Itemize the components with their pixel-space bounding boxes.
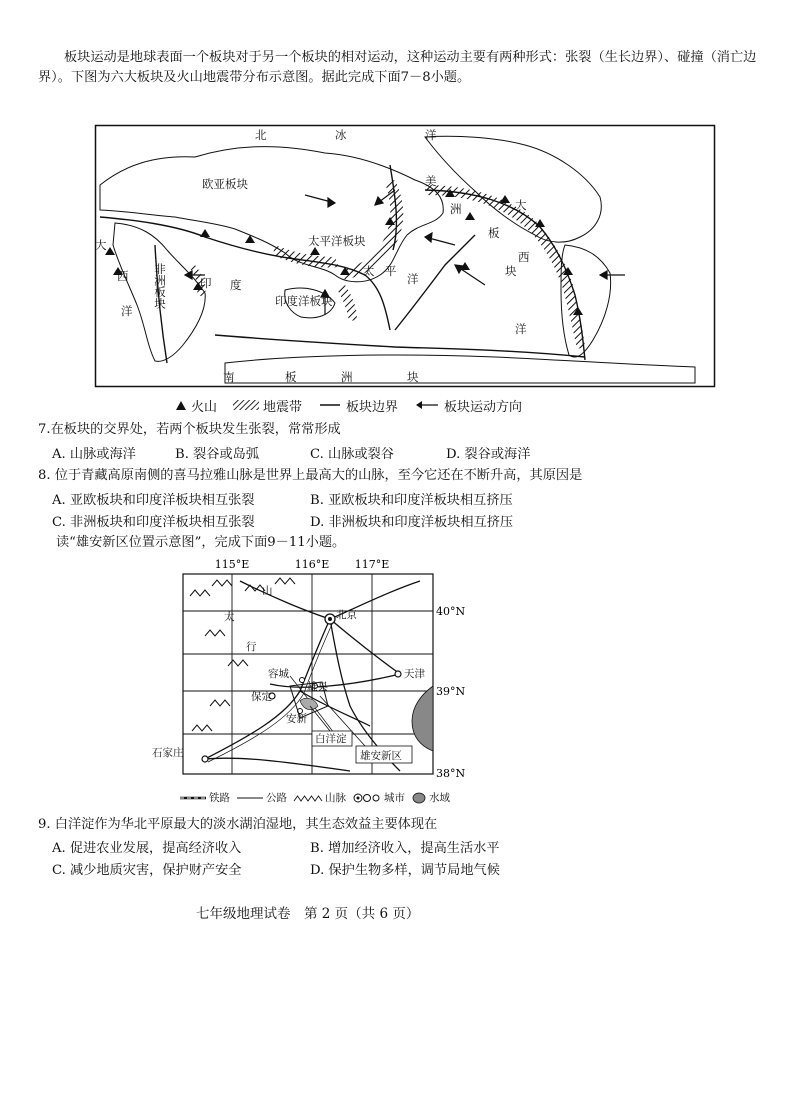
question-9-option-b: B. 增加经济收入，提高生活水平 bbox=[310, 841, 500, 856]
road-icon bbox=[237, 794, 263, 802]
lat-label-39: 39°N bbox=[436, 685, 466, 698]
quake-belt-icon bbox=[233, 399, 259, 411]
label-bing: 冰 bbox=[335, 128, 347, 142]
lat-label-38: 38°N bbox=[436, 767, 466, 780]
legend-road: 公路 bbox=[266, 792, 287, 804]
question-9-stem: 9. 白洋淀作为华北平原最大的淡水湖泊湿地，其生态效益主要体现在 bbox=[38, 817, 438, 832]
question-7-option-c: C. 山脉或裂谷 bbox=[310, 447, 394, 462]
label-du: 度 bbox=[230, 278, 242, 292]
xiongan-map-svg bbox=[150, 556, 466, 788]
label-da-right: 大 bbox=[515, 198, 527, 212]
question-9-option-d: D. 保护生物多样，调节局地气候 bbox=[310, 863, 500, 878]
place-tai: 太 bbox=[224, 611, 235, 623]
question-7-stem: 7.在板块的交界处，若两个板块发生张裂，常常形成 bbox=[38, 422, 341, 437]
legend-motion: 板块运动方向 bbox=[444, 399, 523, 415]
label-da-left: 大 bbox=[95, 238, 107, 252]
intro-2: 读“雄安新区位置示意图”，完成下面9－11小题。 bbox=[56, 535, 346, 550]
legend-rail: 铁路 bbox=[209, 792, 230, 804]
legend-boundary: 板块边界 bbox=[346, 399, 399, 415]
question-8-stem: 8. 位于青藏高原南侧的喜马拉雅山脉是世界上最高大的山脉，至今它还在不断升高，其原因是 bbox=[38, 468, 583, 483]
xiongan-legend bbox=[180, 790, 450, 805]
plate-map-svg bbox=[95, 125, 715, 387]
place-beijing: 北京 bbox=[336, 609, 357, 621]
arrow-left-icon bbox=[414, 399, 440, 411]
label-ping: 平 bbox=[385, 264, 397, 278]
label-yang-pac: 洋 bbox=[407, 272, 419, 286]
label-ban-right: 板 bbox=[488, 226, 500, 240]
legend-mountain: 山脉 bbox=[325, 792, 346, 804]
place-anxin: 安新 bbox=[286, 713, 307, 725]
lat-label-40: 40°N bbox=[436, 605, 466, 618]
question-7-option-b: B. 裂谷或岛弧 bbox=[175, 447, 260, 462]
label-kuai-right: 块 bbox=[505, 264, 517, 278]
label-africa: 非洲板块 bbox=[153, 263, 167, 309]
label-yang-top: 洋 bbox=[425, 128, 437, 142]
place-baiyangdian: 白洋淀 bbox=[315, 733, 347, 745]
label-yang-left: 洋 bbox=[121, 304, 133, 318]
question-8-option-c: C. 非洲板块和印度洋板块相互张裂 bbox=[52, 515, 255, 530]
page-footer: 七年级地理试卷 第 2 页（共 6 页） bbox=[196, 906, 420, 922]
legend-water: 水域 bbox=[429, 792, 450, 804]
boundary-line-icon bbox=[318, 399, 342, 411]
label-pacific-plate: 太平洋板块 bbox=[308, 234, 366, 248]
label-yang-right: 洋 bbox=[515, 322, 527, 336]
label-xi-right: 西 bbox=[518, 250, 530, 264]
city-icon bbox=[353, 793, 381, 803]
label-zhou-south: 洲 bbox=[341, 370, 353, 384]
label-eurasia: 欧亚板块 bbox=[202, 177, 248, 191]
legend-city: 城市 bbox=[384, 792, 405, 804]
label-kuai-south: 块 bbox=[407, 370, 419, 384]
plate-map bbox=[95, 125, 715, 387]
place-xiongan: 雄安新区 bbox=[360, 750, 402, 762]
intro-paragraph: 板块运动是地球表面一个板块对于另一个板块的相对运动，这种运动主要有两种形式：张裂（生长边界）、碰撞（消亡边界）。下图为六大板块及火山地震带分布示意图。据此完成下面7－8小题。 bbox=[38, 50, 757, 85]
label-yin: 印 bbox=[200, 276, 212, 290]
rail-icon bbox=[180, 794, 206, 802]
xiongan-map bbox=[150, 556, 466, 788]
question-8-option-b: B. 亚欧板块和印度洋板块相互挤压 bbox=[310, 493, 513, 508]
volcano-icon bbox=[175, 399, 187, 411]
question-9-option-c: C. 减少地质灾害，保护财产安全 bbox=[52, 863, 242, 878]
question-9-option-a: A. 促进农业发展，提高经济收入 bbox=[52, 841, 242, 856]
plate-map-legend bbox=[175, 396, 522, 414]
lon-label-117: 117°E bbox=[354, 558, 390, 571]
place-xiongxian: 雄县 bbox=[307, 681, 328, 693]
legend-quake: 地震带 bbox=[263, 399, 303, 415]
question-7-option-d: D. 裂谷或海洋 bbox=[446, 447, 531, 462]
lon-label-116: 116°E bbox=[294, 558, 330, 571]
place-rongcheng: 容城 bbox=[268, 668, 289, 680]
label-xi-left: 西 bbox=[117, 269, 129, 283]
label-tai: 太 bbox=[363, 264, 375, 278]
question-8-option-a: A. 亚欧板块和印度洋板块相互张裂 bbox=[52, 493, 255, 508]
label-south: 南 bbox=[223, 370, 235, 384]
legend-volcano: 火山 bbox=[191, 399, 218, 415]
label-north: 北 bbox=[255, 128, 267, 142]
place-shijiazhuang: 石家庄 bbox=[152, 747, 184, 759]
label-zhou: 洲 bbox=[450, 202, 462, 216]
lon-label-115: 115°E bbox=[214, 558, 250, 571]
place-shan: 山 bbox=[262, 585, 273, 597]
label-ban-south: 板 bbox=[285, 370, 297, 384]
label-indian-plate: 印度洋板块 bbox=[275, 294, 333, 308]
mountain-icon bbox=[294, 794, 322, 802]
place-hang: 行 bbox=[246, 641, 257, 653]
question-8-option-d: D. 非洲板块和印度洋板块相互挤压 bbox=[310, 515, 514, 530]
water-icon bbox=[412, 792, 426, 804]
place-baoding: 保定 bbox=[251, 691, 272, 703]
place-tianjin: 天津 bbox=[404, 668, 425, 680]
question-7-option-a: A. 山脉或海洋 bbox=[52, 447, 136, 462]
label-mei: 美 bbox=[425, 174, 437, 188]
